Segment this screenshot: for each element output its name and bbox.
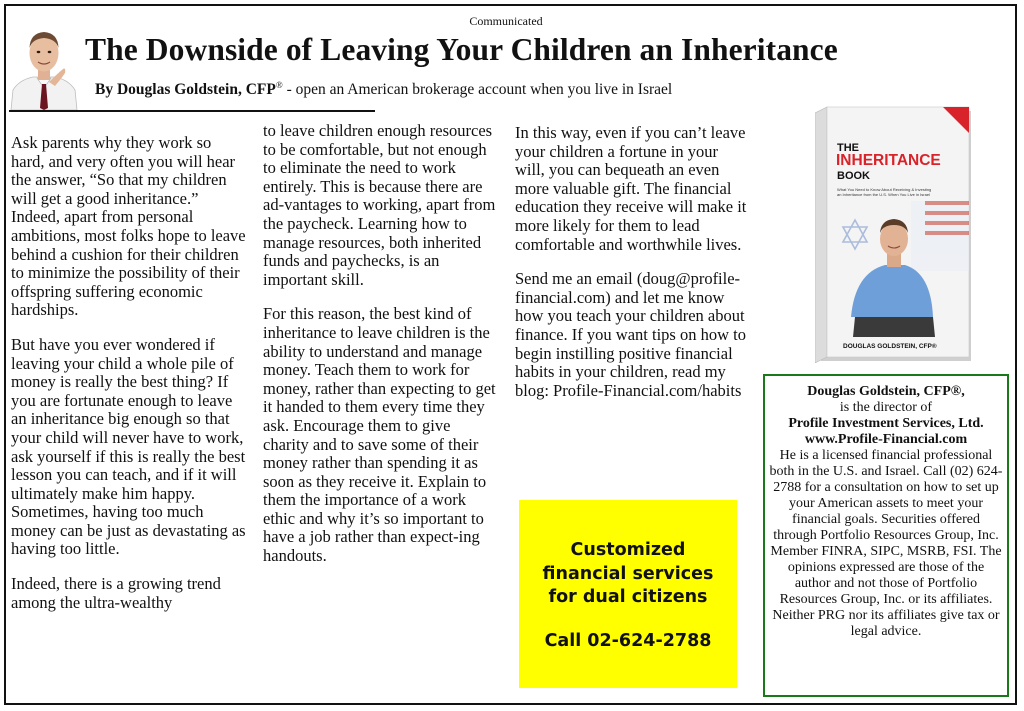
- paragraph: But have you ever wondered if leaving your child a whole pile of money is really the best thing? If you are fortunate enough to leave an inheritance big enough so that your child will never have to work, ask yourself if this is really the best lesson you can teach, and if it will ultimately make him happy. Sometimes, having too much money can be just as devastating as having too little.: [11, 334, 246, 559]
- book-author: DOUGLAS GOLDSTEIN, CFP®: [843, 343, 937, 350]
- bio-role: is the director of: [839, 400, 933, 415]
- byline: [95, 80, 672, 99]
- book-cover-image: [815, 105, 973, 363]
- paragraph: Send me an email (doug@profile-financial.com) and let me know how you teach your children about finance. If you want tips on how to begin instilling positive financial habits in your children, read my blog: Profile-Financial.com/habits: [515, 269, 746, 400]
- byline-author: By Douglas Goldstein, CFP: [95, 81, 276, 99]
- bio-website: www.Profile-Financial.com: [804, 432, 968, 447]
- promo-line-3: for dual citizens: [548, 587, 708, 607]
- paragraph: For this reason, the best kind of inheritance to leave children is the ability to understand and manage money. Teach them to work for money, rather than expecting to get it handed to them every time they ask. Encourage them to give charity and to save some of their money rather than spending it as soon as they receive it. Explain to them the importance of a work ethic and why it’s so important to have a job rather than expect-ing handouts.: [263, 304, 496, 566]
- bio-body: He is a licensed financial professional both in the U.S. and Israel. Call (02) 624-2788 for a consultation on how to set up your American assets to meet your financial goals. Securities offered through Portfolio Resources Group, Inc. Member FINRA, SIPC, MSRB, FSI. The opinions expressed are those of the author and not those of Portfolio Resources Group, Inc. or its affiliates. Neither PRG nor its affiliates give tax or legal advice.: [769, 448, 1003, 639]
- title-divider: [9, 110, 375, 112]
- article-title: The Downside of Leaving Your Children an Inheritance: [85, 32, 838, 67]
- byline-description: - open an American brokerage account when you live in Israel: [286, 81, 673, 99]
- author-photo: [9, 16, 79, 110]
- promo-box: [519, 500, 737, 688]
- book-subtitle-2: an Inheritance from the U.S. When You Live in Israel: [837, 192, 930, 197]
- paragraph: to leave children enough resources to be comfortable, but not enough to eliminate the need to work entirely. This is because there are ad-vantages to working, apart from the paycheck. Learning how to manage resources, both inherited funds and paychecks, is an important skill.: [263, 121, 496, 289]
- book-title-main: INHERITANCE: [836, 152, 941, 169]
- paragraph: Ask parents why they work so hard, and very often you will hear the answer, “So that my children will get a good inheritance.” Indeed, apart from personal ambitions, most folks hope to leave behind a cushion for their children to minimize the possibility of their offspring suffering economic hardships.: [11, 133, 246, 320]
- paragraph: In this way, even if you can’t leave your children a fortune in your will, you can bequeath an even more valuable gift. The financial education they receive will make it more likely for them to lead comfortable and worthwhile lives.: [515, 123, 747, 254]
- promo-phone: Call 02-624-2788: [544, 630, 712, 651]
- paragraph: Indeed, there is a growing trend among the ultra-wealthy: [11, 574, 221, 612]
- article-column-2: [263, 122, 499, 582]
- bio-name: Douglas Goldstein, CFP®,: [807, 384, 965, 399]
- byline-registered-mark: ®: [275, 80, 283, 90]
- article-column-3: [515, 124, 751, 416]
- article-column-1: [11, 134, 247, 628]
- promo-line-1: Customized: [570, 540, 686, 560]
- author-bio-box: [763, 374, 1009, 697]
- bio-company: Profile Investment Services, Ltd.: [788, 416, 984, 431]
- book-title-book: BOOK: [837, 170, 870, 182]
- communicated-label: Communicated: [469, 14, 543, 28]
- book-title-the: THE: [837, 142, 859, 154]
- promo-line-2: financial services: [542, 563, 714, 584]
- book-subtitle-1: What You Need to Know About Receiving & Investing: [837, 187, 932, 192]
